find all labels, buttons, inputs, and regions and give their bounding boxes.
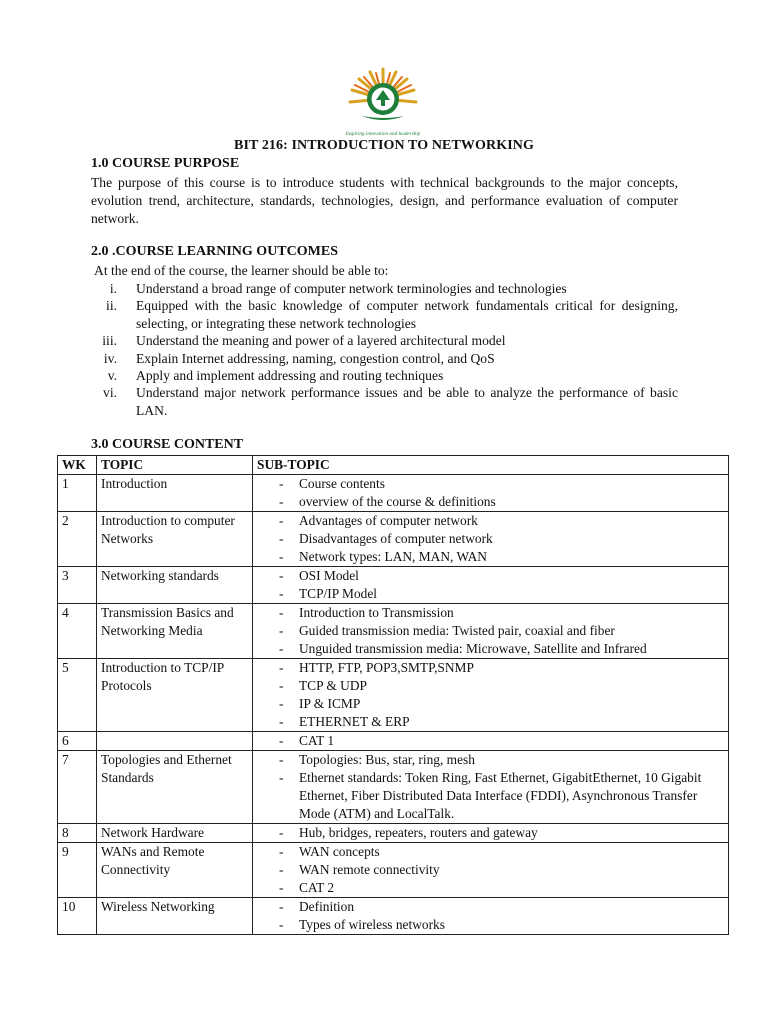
subtopic-item: - Ethernet standards: Token Ring, Fast Ethernet, GigabitEthernet, 10 Gigabit Ethernet, Fiber Distributed Data Interface (FDDI), Asynchronous Transfer Mode (ATM) and LocalTalk. [257,769,724,823]
outcomes-list [91,280,678,419]
subtopic-list [257,732,724,750]
week-cell: 4 [58,604,97,659]
col-header-subtopic: SUB-TOPIC [253,456,729,475]
outcome-text: Equipped with the basic knowledge of computer network fundamentals critical for designing, selecting, or integrating these network technologies [136,298,678,331]
subtopic-item: - Introduction to Transmission [257,604,724,622]
subtopic-cell [253,898,729,935]
leaf-swoosh [362,116,404,120]
outcome-item [91,350,678,367]
subtopic-list [257,567,724,603]
course-content-table [57,455,729,935]
outcome-number: v. [107,368,117,384]
subtopic-cell [253,751,729,824]
table-header-row [58,456,729,475]
table-row [58,843,729,898]
subtopic-item: - Advantages of computer network [257,512,724,530]
outcome-text: Explain Internet addressing, naming, congestion control, and QoS [136,350,495,366]
table-row [58,604,729,659]
subtopic-list [257,751,724,823]
topic-cell: Introduction [97,475,253,512]
outcome-text: Understand major network performance issues and be able to analyze the performance of basic LAN. [136,385,678,418]
col-header-wk: WK [58,456,97,475]
subtopic-item: - CAT 2 [257,879,724,897]
subtopic-item: - overview of the course & definitions [257,493,724,511]
university-logo [340,64,426,142]
subtopic-cell [253,567,729,604]
outcome-item [91,332,678,349]
week-cell: 3 [58,567,97,604]
table-row [58,898,729,935]
col-header-topic: TOPIC [97,456,253,475]
subtopic-list [257,659,724,731]
outcome-number: ii. [106,298,117,314]
topic-cell: Network Hardware [97,824,253,843]
subtopic-item: - WAN remote connectivity [257,861,724,879]
subtopic-cell [253,843,729,898]
week-cell: 9 [58,843,97,898]
subtopic-list [257,824,724,842]
outcomes-heading: 2.0 .COURSE LEARNING OUTCOMES [91,244,338,259]
purpose-text: The purpose of this course is to introduce students with technical backgrounds to the major concepts, evolution trend, architecture, standards, technologies, design, and performance evaluation of computer network. [91,175,678,226]
subtopic-item: - Network types: LAN, MAN, WAN [257,548,724,566]
logo-tagline: Inspiring innovation and leadership [345,131,421,137]
subtopic-item: - OSI Model [257,567,724,585]
table-row [58,732,729,751]
outcome-item [91,280,678,297]
subtopic-item: - Disadvantages of computer network [257,530,724,548]
table-row [58,475,729,512]
subtopic-item: - ETHERNET & ERP [257,713,724,731]
subtopic-item: - WAN concepts [257,843,724,861]
subtopic-item: - IP & ICMP [257,695,724,713]
topic-cell: Introduction to computer Networks [97,512,253,567]
subtopic-list [257,843,724,897]
outcomes-intro: At the end of the course, the learner should be able to: [94,263,389,278]
topic-cell: Wireless Networking [97,898,253,935]
subtopic-cell [253,732,729,751]
table-row [58,512,729,567]
subtopic-item: - Topologies: Bus, star, ring, mesh [257,751,724,769]
subtopic-cell [253,512,729,567]
subtopic-item: - Guided transmission media: Twisted pair, coaxial and fiber [257,622,724,640]
subtopic-cell [253,475,729,512]
subtopic-item: - Definition [257,898,724,916]
subtopic-list [257,604,724,658]
subtopic-item: - TCP & UDP [257,677,724,695]
subtopic-item: - Hub, bridges, repeaters, routers and gateway [257,824,724,842]
week-cell: 10 [58,898,97,935]
purpose-heading: 1.0 COURSE PURPOSE [91,156,240,171]
subtopic-list [257,512,724,566]
subtopic-item: - HTTP, FTP, POP3,SMTP,SNMP [257,659,724,677]
table-row [58,567,729,604]
topic-cell [97,732,253,751]
outcome-text: Apply and implement addressing and routing techniques [136,368,444,384]
topic-cell: Topologies and Ethernet Standards [97,751,253,824]
week-cell: 5 [58,659,97,732]
subtopic-cell [253,659,729,732]
outcome-number: iv. [103,350,117,366]
week-cell: 8 [58,824,97,843]
subtopic-item: - Types of wireless networks [257,916,724,934]
content-heading: 3.0 COURSE CONTENT [91,437,244,452]
topic-cell: Networking standards [97,567,253,604]
topic-cell: Transmission Basics and Networking Media [97,604,253,659]
table-row [58,751,729,824]
outcome-number: i. [109,281,117,296]
week-cell: 7 [58,751,97,824]
course-title: BIT 216: INTRODUCTION TO NETWORKING [234,138,534,153]
outcome-item [91,367,678,384]
outcome-number: iii. [102,333,117,349]
subtopic-list [257,475,724,511]
outcome-text: Understand a broad range of computer network terminologies and technologies [136,281,567,296]
table-row [58,824,729,843]
subtopic-item: - CAT 1 [257,732,724,750]
week-cell: 2 [58,512,97,567]
outcome-item [91,384,678,419]
subtopic-item: - Course contents [257,475,724,493]
subtopic-item: - TCP/IP Model [257,585,724,603]
subtopic-list [257,898,724,934]
week-cell: 6 [58,732,97,751]
subtopic-item: - Unguided transmission media: Microwave, Satellite and Infrared [257,640,724,658]
outcome-text: Understand the meaning and power of a layered architectural model [136,333,506,349]
subtopic-cell [253,824,729,843]
week-cell: 1 [58,475,97,512]
topic-cell: WANs and Remote Connectivity [97,843,253,898]
subtopic-cell [253,604,729,659]
table-row [58,659,729,732]
outcome-item [91,297,678,332]
outcome-number: vi. [103,385,117,401]
topic-cell: Introduction to TCP/IP Protocols [97,659,253,732]
